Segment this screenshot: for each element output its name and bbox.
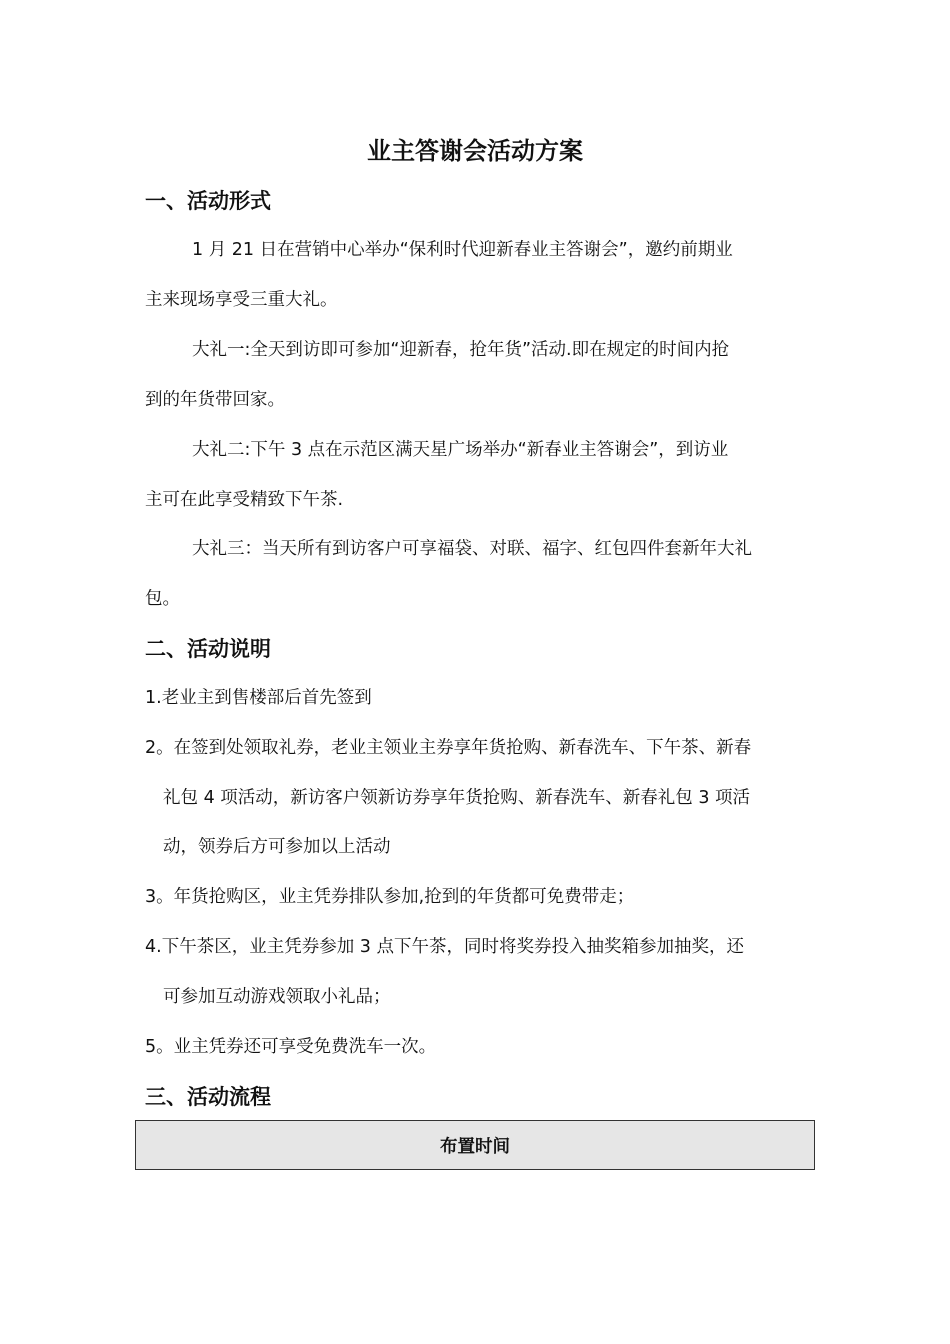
table-header-cell: 布置时间 xyxy=(440,1136,510,1157)
list-item: 2。在签到处领取礼券，老业主领业主券享年货抢购、新春洗车、下午茶、新春 xyxy=(145,738,752,758)
activity-flow-table xyxy=(135,1120,815,1170)
paragraph-line: 到的年货带回家。 xyxy=(145,390,285,410)
list-item: 3。年货抢购区，业主凭券排队参加,抢到的年货都可免费带走； xyxy=(145,887,635,907)
paragraph-line: 主来现场享受三重大礼。 xyxy=(145,290,338,310)
section-heading-activity-form: 一、活动形式 xyxy=(145,189,271,213)
document-title: 业主答谢会活动方案 xyxy=(367,137,583,165)
paragraph-line: 大礼二:下午 3 点在示范区满天星广场举办“新春业主答谢会”，到访业 xyxy=(192,440,729,460)
paragraph-line: 大礼三：当天所有到访客户可享福袋、对联、福字、红包四件套新年大礼 xyxy=(192,539,752,559)
list-item: 4.下午茶区，业主凭券参加 3 点下午茶，同时将奖券投入抽奖箱参加抽奖，还 xyxy=(145,937,744,957)
paragraph-line: 包。 xyxy=(145,589,180,609)
list-item-continuation: 可参加互动游戏领取小礼品； xyxy=(163,987,391,1007)
paragraph-line: 1 月 21 日在营销中心举办“保利时代迎新春业主答谢会”，邀约前期业 xyxy=(192,240,733,260)
list-item-continuation: 动，领券后方可参加以上活动 xyxy=(163,837,391,857)
section-heading-activity-notes: 二、活动说明 xyxy=(145,637,271,661)
section-heading-activity-flow: 三、活动流程 xyxy=(145,1085,271,1109)
list-item: 5。业主凭券还可享受免费洗车一次。 xyxy=(145,1037,437,1057)
list-item-continuation: 礼包 4 项活动，新访客户领新访券享年货抢购、新春洗车、新春礼包 3 项活 xyxy=(163,788,751,808)
paragraph-line: 大礼一:全天到访即可参加“迎新春，抢年货”活动.即在规定的时间内抢 xyxy=(192,340,730,360)
paragraph-line: 主可在此享受精致下午茶. xyxy=(145,490,344,510)
list-item: 1.老业主到售楼部后首先签到 xyxy=(145,688,372,708)
